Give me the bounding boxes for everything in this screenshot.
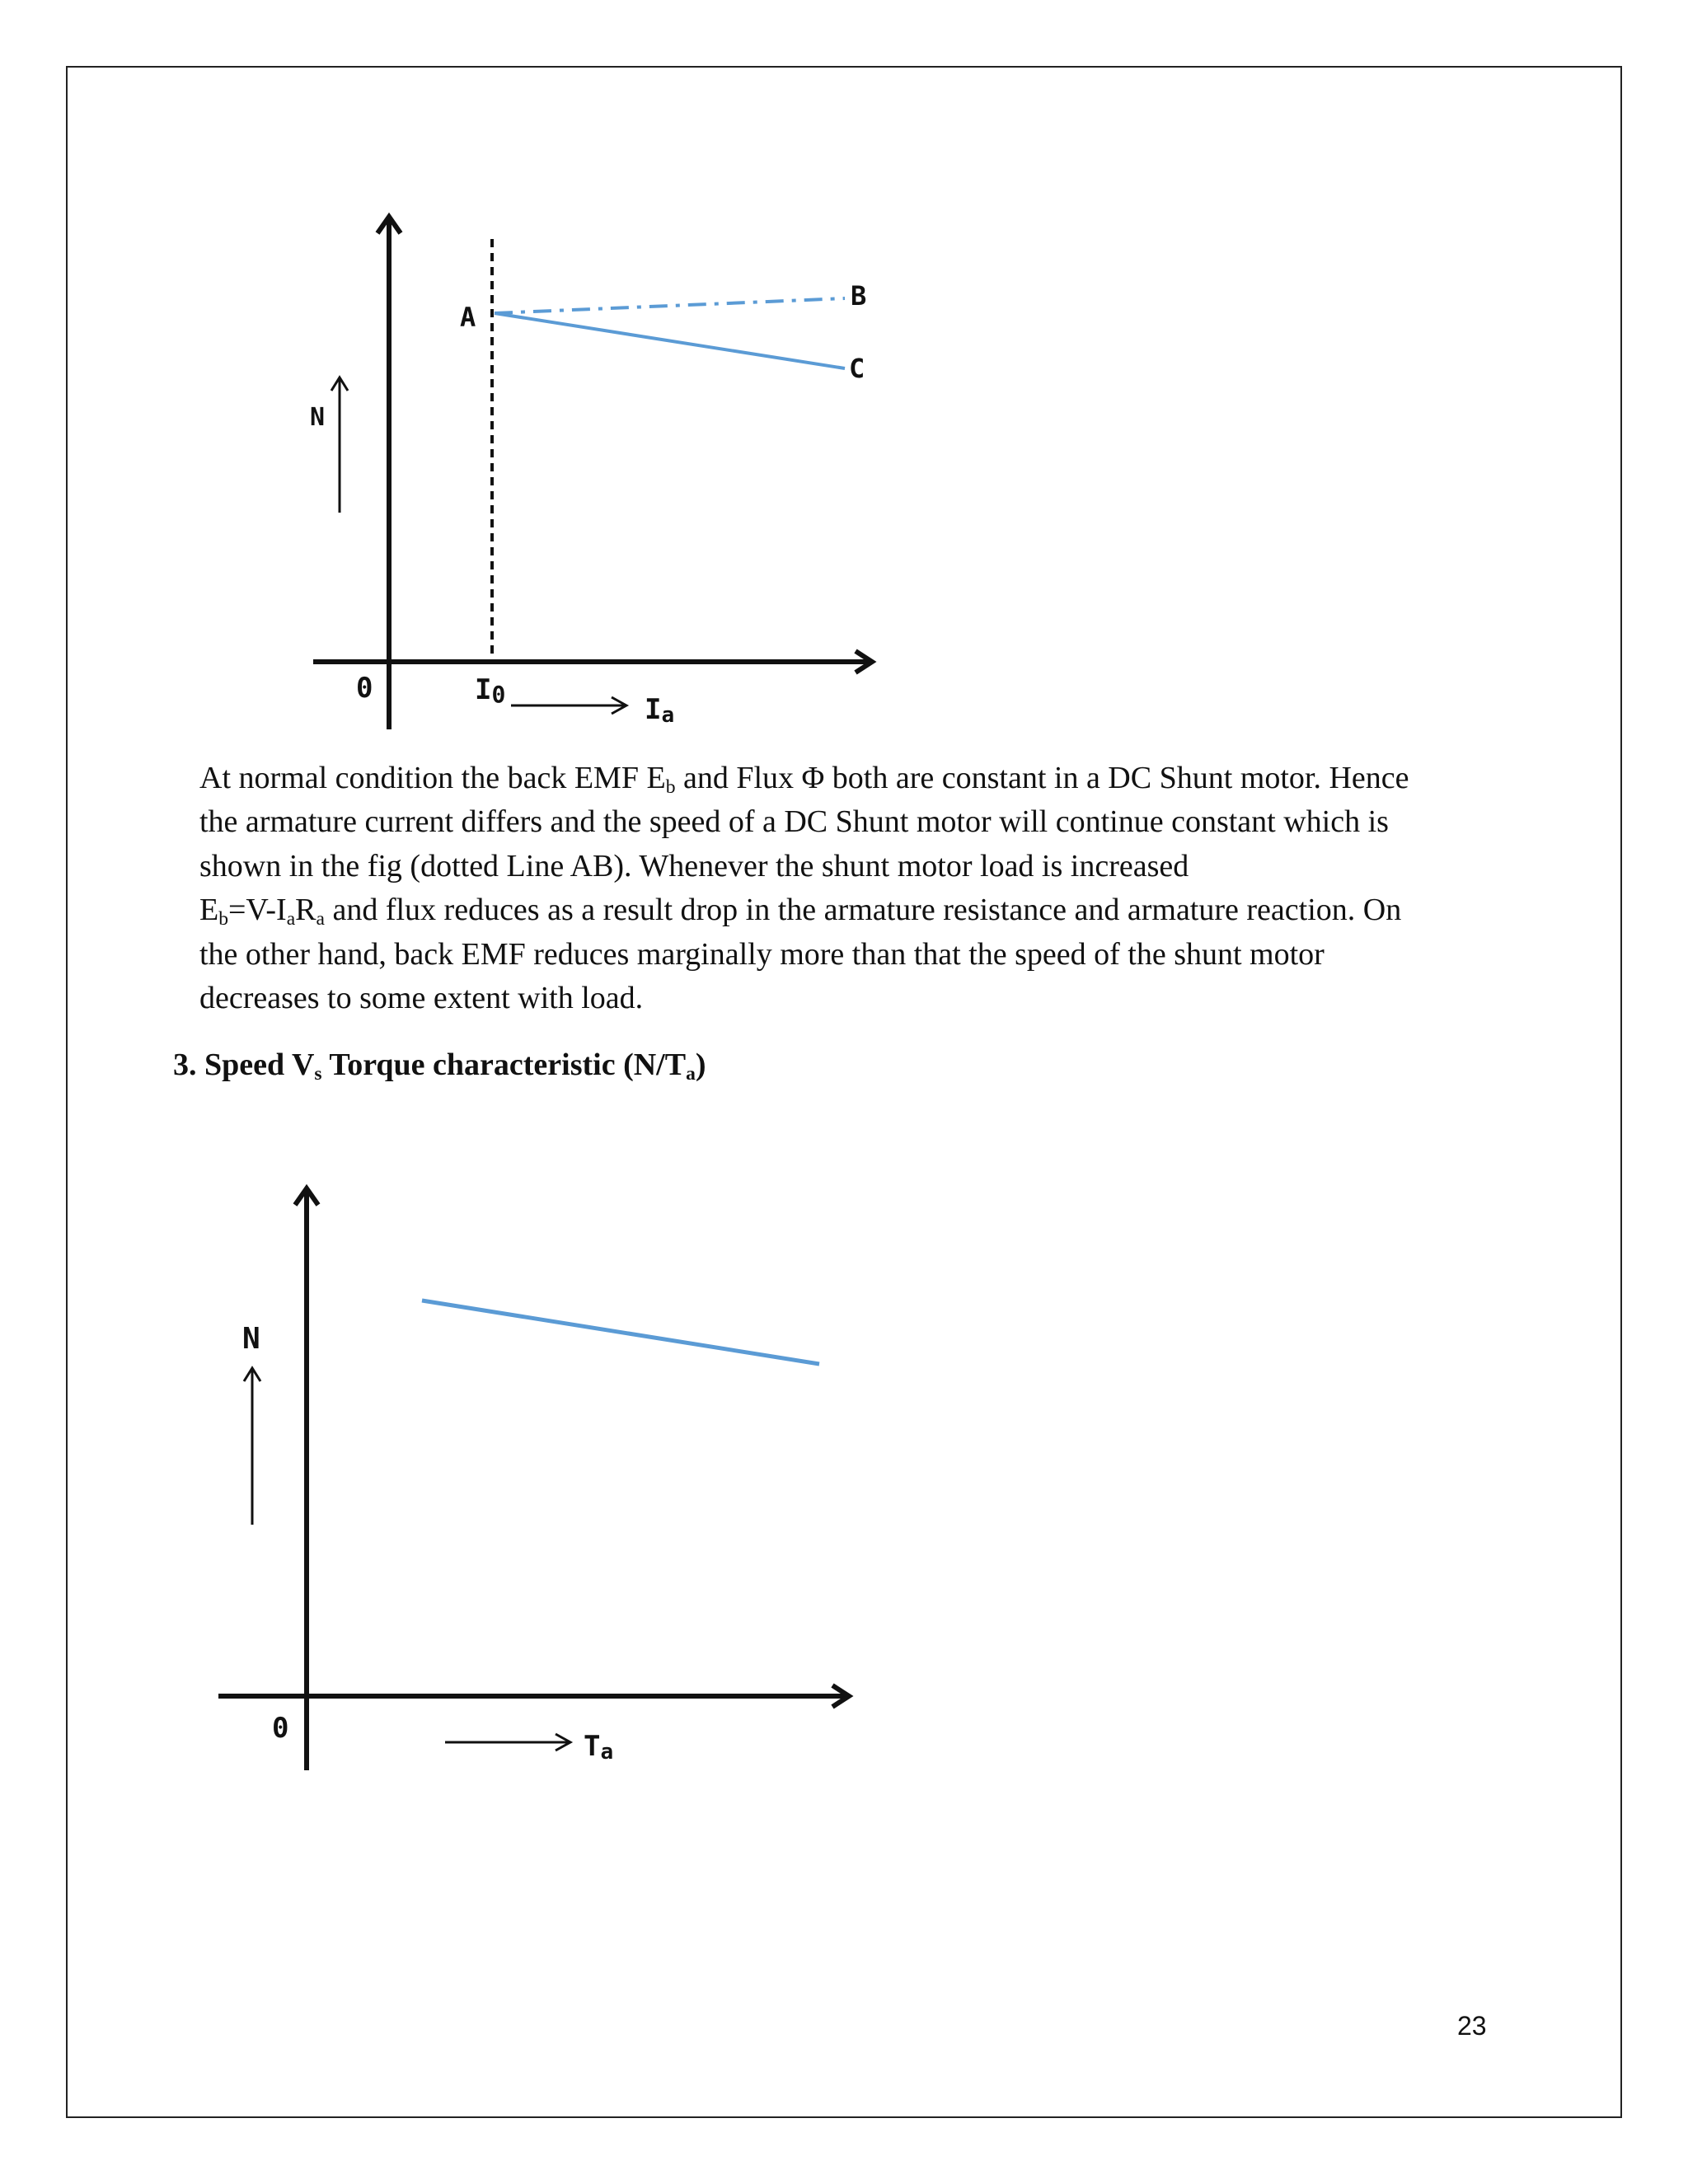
ia-label: Ia: [645, 693, 675, 728]
line4-post: and flux reduces as a result drop in the armature resistance and armature reaction. On: [324, 893, 1402, 928]
heading-post: ): [695, 1047, 706, 1082]
point-c-label: C: [849, 353, 865, 384]
line4-e: E: [199, 893, 219, 928]
line4-r: R: [295, 893, 316, 928]
line4-sub-b: b: [218, 908, 228, 930]
line1-sub: b: [665, 776, 676, 798]
heading-pre: 3. Speed V: [173, 1047, 315, 1082]
line4-sub-a2: a: [316, 908, 325, 930]
para-line-3: shown in the fig (dotted Line AB). Whenever the shunt motor load is increased: [199, 848, 1189, 883]
line4-mid: =V-I: [228, 893, 287, 928]
speed-torque-line: [422, 1301, 819, 1364]
n-label: N: [310, 403, 326, 432]
heading-sub-s: s: [314, 1062, 322, 1085]
line4-sub-a1: a: [286, 908, 296, 930]
origin-label-2: 0: [272, 1712, 289, 1745]
point-a-label: A: [460, 302, 476, 333]
i0-label: I0: [475, 673, 506, 708]
line1-post: and Flux Φ both are constant in a DC Shunt motor. Hence: [675, 761, 1409, 795]
para-line-2: the armature current differs and the speed of a DC Shunt motor will continue constant which is: [199, 804, 1389, 840]
heading-mid: Torque characteristic (N/T: [321, 1047, 687, 1082]
para-line-6: decreases to some extent with load.: [199, 981, 644, 1016]
para-line-5: the other hand, back EMF reduces marginally more than that the speed of the shunt motor: [199, 936, 1325, 972]
point-b-label: B: [851, 280, 867, 312]
n-label-2: N: [242, 1322, 260, 1356]
page-number: 23: [1457, 2011, 1487, 2041]
heading-sub-a: a: [686, 1062, 696, 1085]
origin-label: 0: [356, 672, 373, 705]
ta-label: Ta: [584, 1730, 614, 1765]
line1-pre: At normal condition the back EMF E: [199, 761, 666, 795]
